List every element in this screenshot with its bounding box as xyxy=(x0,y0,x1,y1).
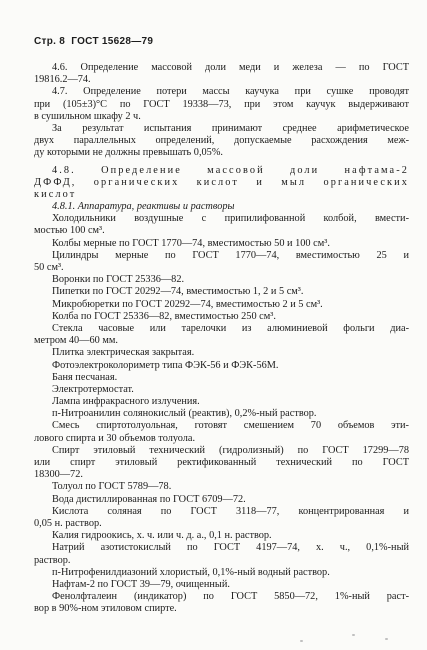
item-cylinders-line-2: 50 см³. xyxy=(34,262,64,273)
item-sand-bath: Баня песчаная. xyxy=(52,371,118,383)
item-photocolorimeter: Фотоэлектроколориметр типа ФЭК-56 и ФЭК-56М. xyxy=(52,359,279,371)
item-sodium-nitrite-line-1: Натрий азотистокислый по ГОСТ 4197—74, х. ч., 0,1%-ный xyxy=(52,542,409,554)
page-number: Стр. 8 xyxy=(34,36,66,47)
item-cylinders-line-1: Цилиндры мерные по ГОСТ 1770—74, вместимостью 25 и xyxy=(52,249,409,261)
result-paragraph-line-2: двух параллельных определений, допускаемые расхождения меж- xyxy=(34,135,409,147)
page-header xyxy=(34,36,156,47)
item-volumetric-flasks: Колбы мерные по ГОСТ 1770—74, вместимостью 50 и 100 см³. xyxy=(52,237,330,249)
item-hydrochloric-acid-line-1: Кислота соляная по ГОСТ 3118—77, концентрированная и xyxy=(52,505,409,517)
paragraph-4-6-line-2: 19816.2—74. xyxy=(34,74,91,86)
item-alcohol-toluene-line-1: Смесь спиртотолуольная, готовят смешением 70 объемов эти- xyxy=(52,420,409,432)
standard-code: ГОСТ 15628—79 xyxy=(71,36,154,47)
item-naftam-2: Нафтам-2 по ГОСТ 39—79, очищенный. xyxy=(52,578,230,590)
scan-speck xyxy=(352,634,355,636)
item-nitrophenyldiazonium: п-Нитрофенилдиазоний хлористый, 0,1%-ный водный раствор. xyxy=(52,566,330,578)
item-ethanol-line-2: или спирт этиловый ректификованный технический по ГОСТ xyxy=(34,457,409,468)
item-infrared-lamp: Лампа инфракрасного излучения. xyxy=(52,396,200,408)
item-thermostat: Электротермостат. xyxy=(52,383,134,395)
paragraph-4-7-line-1: 4.7. Определение потери массы каучука при сушке проводят xyxy=(52,86,409,98)
item-ethanol-line-1: Спирт этиловый технический (гидролизный) по ГОСТ 17299—78 xyxy=(52,444,409,456)
item-ethanol-line-3: 18300—72. xyxy=(34,469,83,481)
item-condensers-line-1: Холодильники воздушные с припилифованной колбой, вмести- xyxy=(52,213,409,225)
item-microburettes: Микробюретки по ГОСТ 20292—74, вместимостью 2 и 5 см³. xyxy=(52,298,323,310)
document-body xyxy=(34,62,409,615)
item-potassium-hydroxide: Калия гидроокись, х. ч. или ч. д. а., 0,1 н. раствор. xyxy=(52,530,272,542)
item-watch-glasses-line-2: метром 40—60 мм. xyxy=(34,335,118,347)
scan-speck xyxy=(300,640,303,642)
item-funnels: Воронки по ГОСТ 25336—82. xyxy=(52,274,185,286)
result-paragraph-line-3: ду которыми не должны превышать 0,05%. xyxy=(34,147,223,159)
paragraph-4-7-line-3: в сушильном шкафу 2 ч. xyxy=(34,110,141,122)
item-sodium-nitrite-line-2: раствор. xyxy=(34,554,71,566)
paragraph-4-7-line-2: при (105±3)°С по ГОСТ 19338—73, при этом каучук выдерживают xyxy=(34,98,409,110)
subsection-4-8-1-heading: 4.8.1. Аппаратура, реактивы и растворы xyxy=(52,201,235,213)
item-watch-glasses-line-1: Стекла часовые или тарелочки из алюминиевой фольги диа- xyxy=(52,322,409,334)
item-distilled-water: Вода дистиллированная по ГОСТ 6709—72. xyxy=(52,493,246,505)
item-hydrochloric-acid-line-2: 0,05 н. раствор. xyxy=(34,517,102,529)
item-condensers-line-2: мостью 100 см³. xyxy=(34,225,105,237)
paragraph-4-6-line-1: 4.6. Определение массовой доли меди и железа — по ГОСТ xyxy=(52,62,409,73)
item-phenolphthalein-line-2: вор в 90%-ном этиловом спирте. xyxy=(34,603,177,615)
section-4-8-heading-line-3: кислот xyxy=(34,188,77,200)
item-hotplate: Плитка электрическая закрытая. xyxy=(52,347,195,359)
section-4-8-heading-line-2: ДФФД, органических кислот и мыл органических xyxy=(34,176,409,188)
scan-speck xyxy=(385,638,388,640)
item-flask: Колба по ГОСТ 25336—82, вместимостью 250 см³. xyxy=(52,310,276,322)
section-4-8-heading-line-1: 4.8. Определение массовой доли нафтама-2 xyxy=(52,164,409,176)
result-paragraph-line-1: За результат испытания принимают среднее арифметическое xyxy=(52,122,409,134)
item-phenolphthalein-line-1: Фенолфталеин (индикатор) по ГОСТ 5850—72, 1%-ный раст- xyxy=(52,591,409,603)
item-alcohol-toluene-line-2: лового спирта и 30 объемов толуола. xyxy=(34,432,196,444)
item-toluene: Толуол по ГОСТ 5789—78. xyxy=(52,481,172,493)
item-pipettes: Пипетки по ГОСТ 20292—74, вместимостью 1, 2 и 5 см³. xyxy=(52,286,304,298)
item-nitroaniline: п-Нитроанилин солянокислый (реактив), 0,2%-ный раствор. xyxy=(52,408,317,420)
